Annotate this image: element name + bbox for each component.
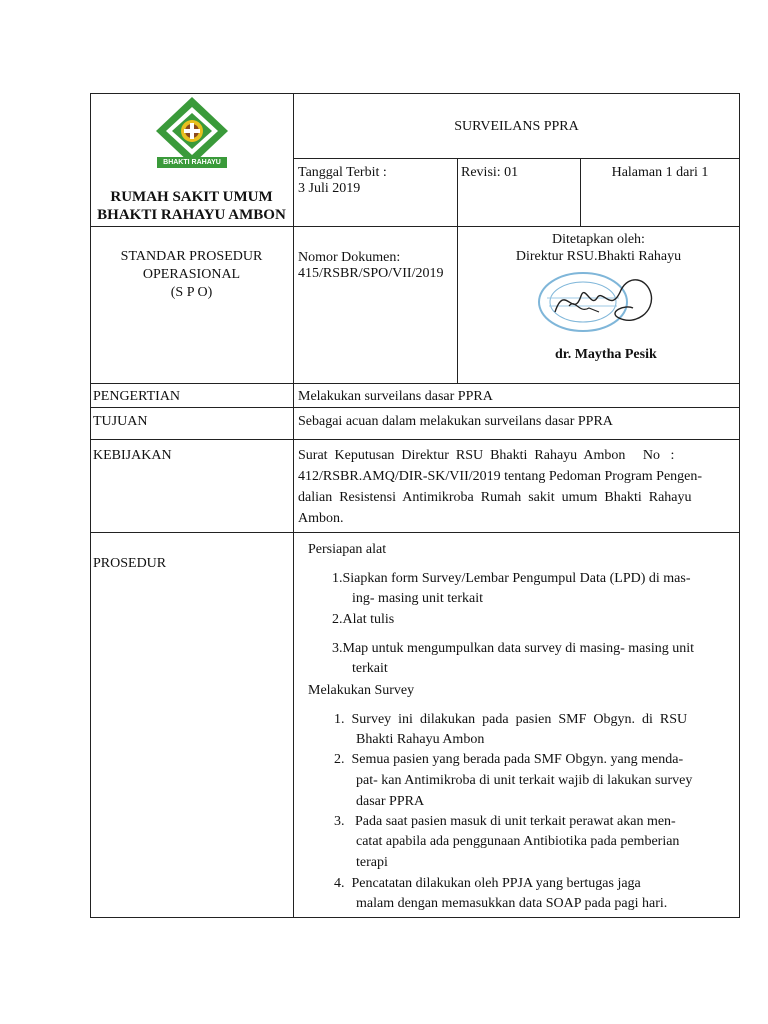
persiapan-item-3: 3.Map untuk mengumpulkan data survey di masing- masing unit: [332, 641, 695, 656]
tujuan-value: Sebagai acuan dalam melakukan surveilans dasar PPRA: [298, 414, 613, 429]
survey-item-1-cont: Bhakti Rahayu Ambon: [356, 732, 485, 747]
row-divider-tujuan: [90, 439, 740, 440]
survey-item-3-cont: catat apabila ada penggunaan Antibiotika pada pemberian: [356, 834, 680, 849]
halaman: Halaman 1 dari 1: [611, 165, 709, 180]
doc-title: SURVEILANS PPRA: [454, 119, 579, 134]
logo-label-banner: [157, 157, 227, 168]
spo-title-line2: OPERASIONAL: [142, 267, 241, 282]
row-divider-spo: [90, 383, 740, 384]
persiapan-item-1-cont: ing- masing unit terkait: [352, 591, 484, 606]
persiapan-heading: Persiapan alat: [308, 542, 387, 557]
tanggal-value: 3 Juli 2019: [298, 181, 361, 196]
spo-title-line3: (S P O): [170, 285, 213, 300]
kebijakan-line-1: Surat Keputusan Direktur RSU Bhakti Rahayu Ambon No :: [298, 448, 675, 463]
row-divider-header: [90, 226, 740, 227]
pengertian-label: PENGERTIAN: [93, 389, 181, 404]
official-stamp-signature: [533, 268, 663, 336]
kebijakan-label: KEBIJAKAN: [93, 448, 172, 463]
survey-heading: Melakukan Survey: [308, 683, 415, 698]
hospital-name-line1: RUMAH SAKIT UMUM: [110, 189, 273, 205]
survey-item-4: 4. Pencatatan dilakukan oleh PPJA yang bertugas jaga: [334, 876, 641, 891]
nomor-label: Nomor Dokumen:: [298, 250, 401, 265]
col-divider-main: [293, 93, 294, 918]
signer-name: dr. Maytha Pesik: [555, 347, 657, 362]
survey-item-2-cont: pat- kan Antimikroba di unit terkait wajib di lakukan survey: [356, 773, 693, 788]
nomor-value: 415/RSBR/SPO/VII/2019: [298, 266, 444, 281]
row-divider-pengertian: [90, 407, 740, 408]
survey-item-2: 2. Semua pasien yang berada pada SMF Obgyn. yang menda-: [334, 752, 684, 767]
row-divider-kebijakan: [90, 532, 740, 533]
logo-label: BHAKTI RAHAYU: [163, 159, 221, 166]
survey-item-2-cont2: dasar PPRA: [356, 794, 425, 809]
ditetapkan-by: Direktur RSU.Bhakti Rahayu: [515, 249, 682, 264]
kebijakan-line-3: dalian Resistensi Antimikroba Rumah sakit umum Bhakti Rahayu: [298, 490, 692, 505]
tujuan-label: TUJUAN: [93, 414, 148, 429]
kebijakan-line-2: 412/RSBR.AMQ/DIR-SK/VII/2019 tentang Pedoman Program Pengen-: [298, 469, 703, 484]
persiapan-item-1: 1.Siapkan form Survey/Lembar Pengumpul Data (LPD) di mas-: [332, 571, 691, 586]
spo-title-line1: STANDAR PROSEDUR: [120, 249, 263, 264]
col-divider-revisi: [457, 158, 458, 226]
prosedur-label: PROSEDUR: [93, 556, 167, 571]
kebijakan-line-4: Ambon.: [298, 511, 344, 526]
pengertian-value: Melakukan surveilans dasar PPRA: [298, 389, 493, 404]
survey-item-3: 3. Pada saat pasien masuk di unit terkait perawat akan men-: [334, 814, 676, 829]
persiapan-item-3-cont: terkait: [352, 661, 388, 676]
survey-item-3-cont2: terapi: [356, 855, 388, 870]
survey-item-4-cont: malam dengan memasukkan data SOAP pada pagi hari.: [356, 896, 668, 911]
survey-item-1: 1. Survey ini dilakukan pada pasien SMF Obgyn. di RSU: [334, 712, 688, 727]
ditetapkan-label: Ditetapkan oleh:: [552, 232, 645, 247]
revisi: Revisi: 01: [461, 165, 519, 180]
row-divider-title: [293, 158, 740, 159]
hospital-name-line2: BHAKTI RAHAYU AMBON: [97, 207, 286, 223]
persiapan-item-2: 2.Alat tulis: [332, 612, 395, 627]
tanggal-label: Tanggal Terbit :: [298, 165, 387, 180]
